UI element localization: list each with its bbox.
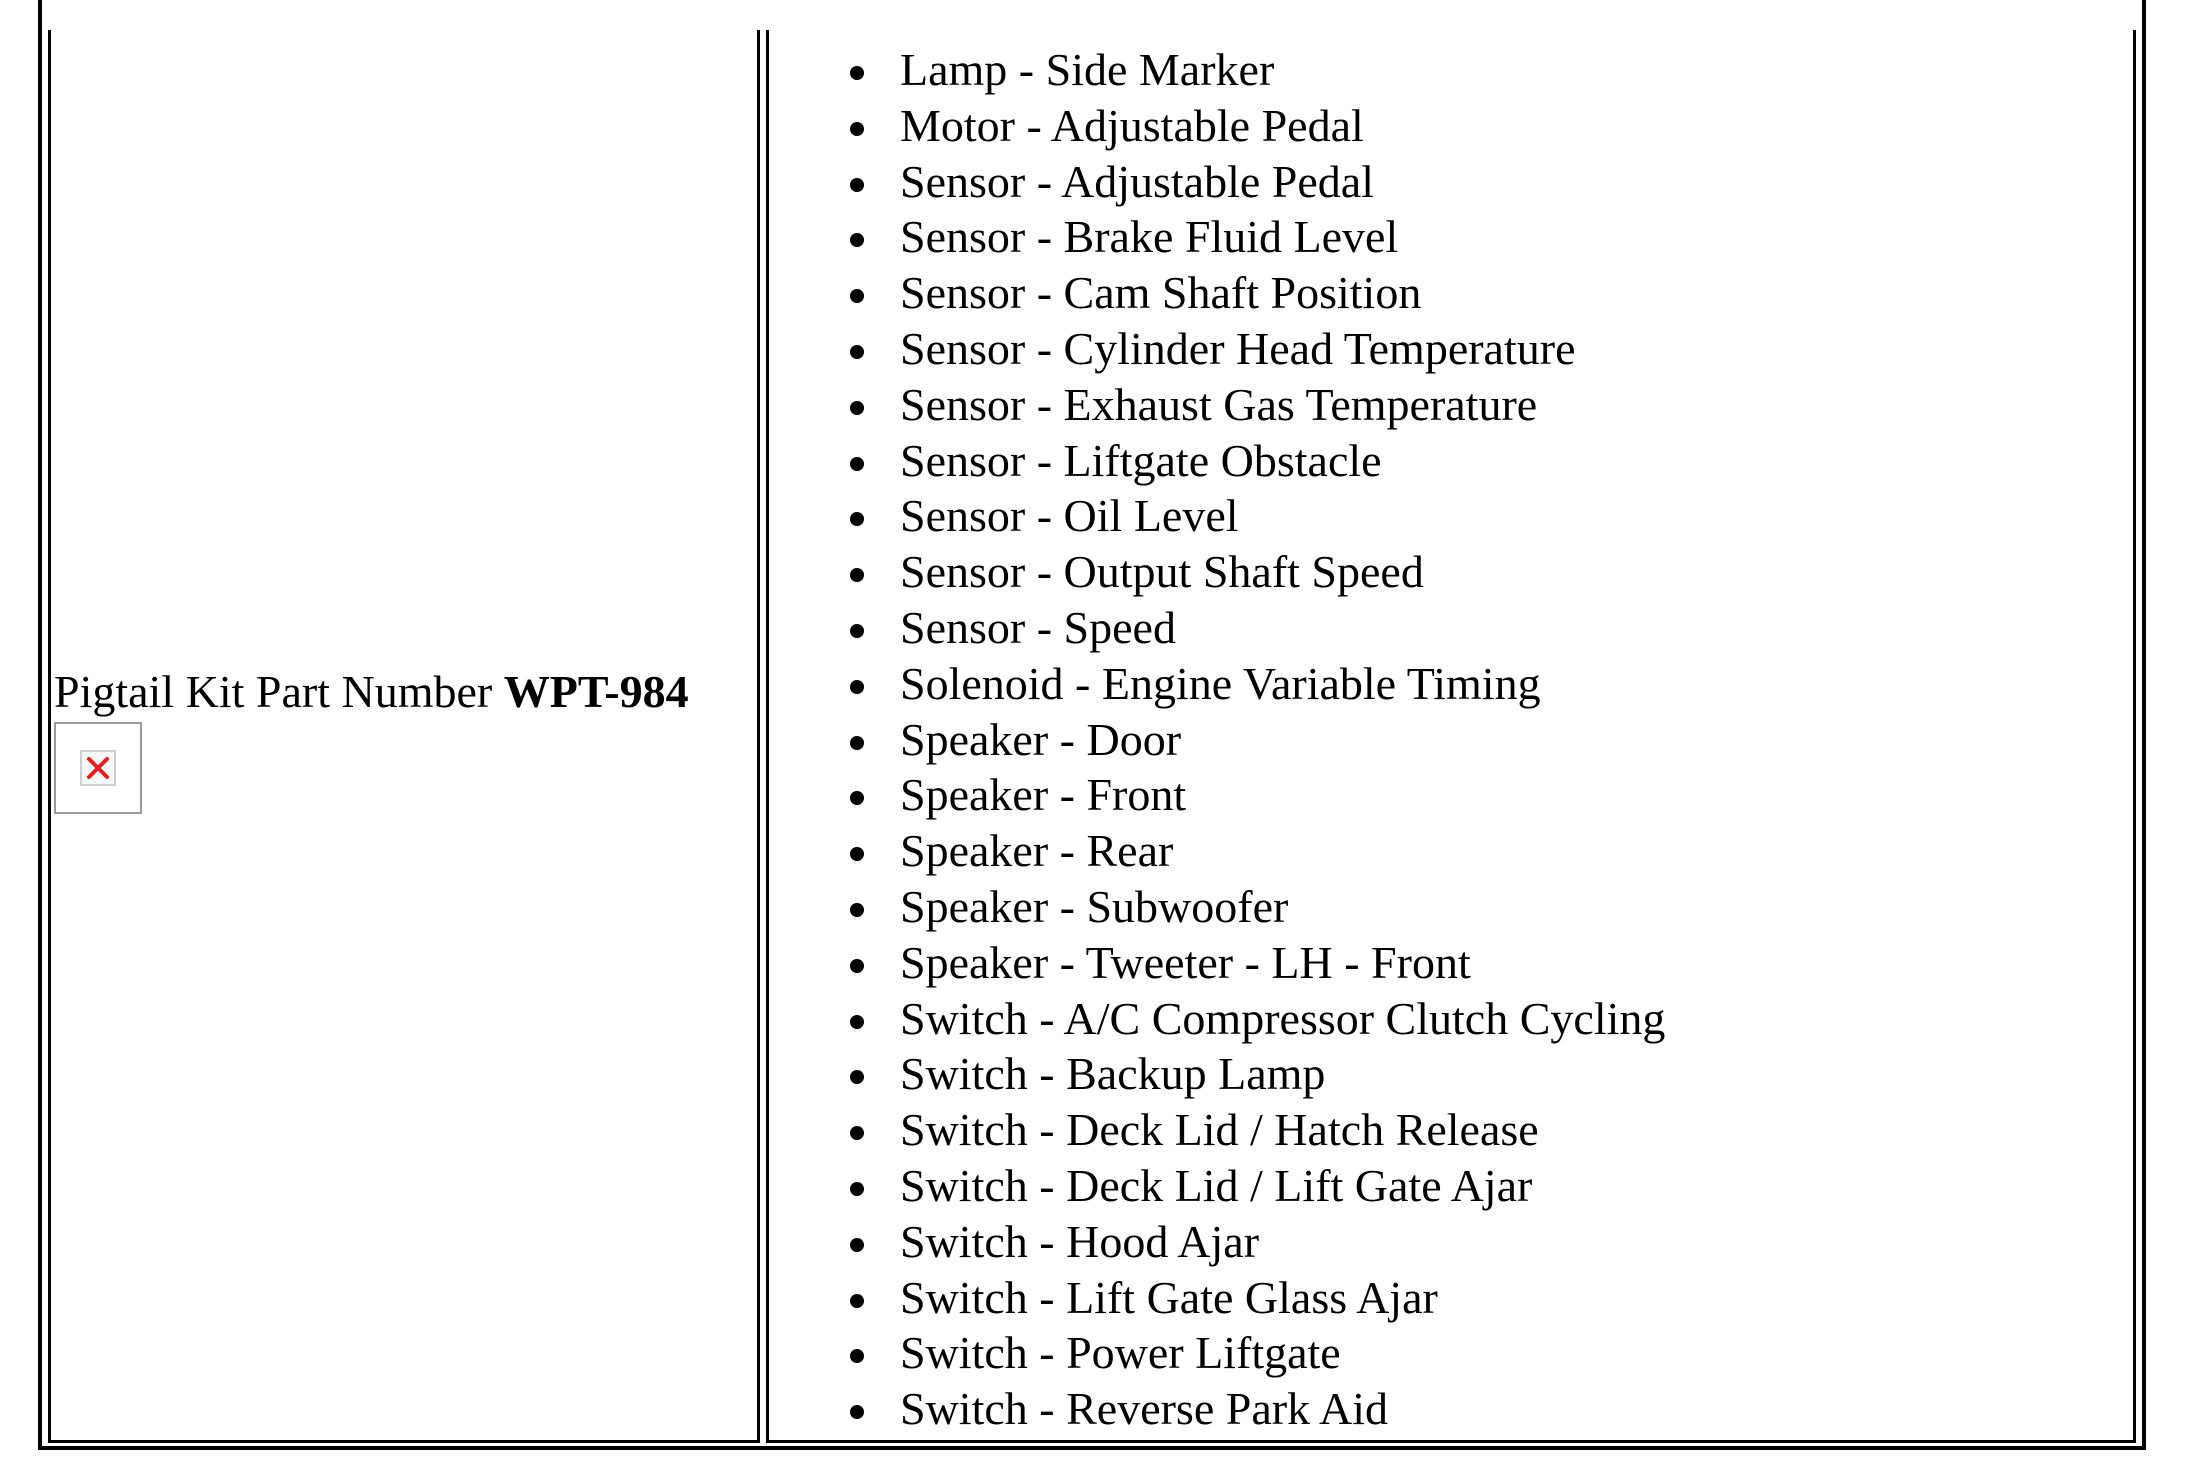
broken-image-icon bbox=[54, 722, 142, 814]
bullet-icon bbox=[850, 1070, 864, 1084]
list-item-label: Sensor - Cylinder Head Temperature bbox=[900, 322, 1576, 374]
red-x-icon bbox=[82, 752, 114, 784]
list-item-label: Sensor - Liftgate Obstacle bbox=[900, 434, 1382, 486]
bullet-icon bbox=[850, 1182, 864, 1196]
bullet-icon bbox=[850, 66, 864, 80]
list-item-label: Switch - Backup Lamp bbox=[900, 1048, 1326, 1100]
bullet-icon bbox=[850, 680, 864, 694]
bullet-icon bbox=[850, 401, 864, 415]
list-item bbox=[840, 879, 1665, 935]
bullet-icon bbox=[850, 512, 864, 526]
list-item-label: Lamp - Side Marker bbox=[900, 44, 1275, 95]
list-item bbox=[840, 209, 1665, 265]
list-item bbox=[840, 154, 1665, 210]
list-item bbox=[840, 321, 1665, 377]
pigtail-kit-label bbox=[54, 664, 689, 720]
list-item bbox=[840, 1214, 1665, 1270]
list-item-label: Sensor - Brake Fluid Level bbox=[900, 211, 1399, 263]
list-item-label: Speaker - Front bbox=[900, 769, 1187, 821]
list-item bbox=[840, 935, 1665, 991]
bullet-icon bbox=[850, 1015, 864, 1029]
list-item bbox=[840, 991, 1665, 1047]
bullet-icon bbox=[850, 1349, 864, 1363]
list-item bbox=[840, 823, 1665, 879]
list-item-label: Sensor - Cam Shaft Position bbox=[900, 267, 1422, 319]
bullet-icon bbox=[850, 233, 864, 247]
list-item bbox=[840, 656, 1665, 712]
list-item-label: Speaker - Rear bbox=[900, 825, 1174, 877]
bullet-icon bbox=[850, 903, 864, 917]
list-item-label: Sensor - Adjustable Pedal bbox=[900, 155, 1374, 207]
list-item-label: Sensor - Speed bbox=[900, 601, 1176, 653]
list-item bbox=[840, 600, 1665, 656]
list-item-label: Sensor - Exhaust Gas Temperature bbox=[900, 378, 1538, 430]
bullet-icon bbox=[850, 289, 864, 303]
bullet-icon bbox=[850, 457, 864, 471]
bullet-icon bbox=[850, 736, 864, 750]
list-item bbox=[840, 1270, 1665, 1326]
component-list bbox=[840, 42, 1665, 1437]
list-item bbox=[840, 712, 1665, 768]
list-item-label: Speaker - Subwoofer bbox=[900, 880, 1289, 932]
list-item-label: Speaker - Door bbox=[900, 713, 1182, 765]
list-item bbox=[840, 1102, 1665, 1158]
list-item-label: Switch - Deck Lid / Hatch Release bbox=[900, 1104, 1539, 1156]
bullet-icon bbox=[850, 1126, 864, 1140]
broken-image-placeholder bbox=[80, 750, 116, 786]
bullet-icon bbox=[850, 178, 864, 192]
list-item bbox=[840, 1325, 1665, 1381]
list-item-label: Switch - Power Liftgate bbox=[900, 1327, 1341, 1379]
kit-label-prefix: Pigtail Kit Part Number bbox=[54, 666, 504, 717]
list-item bbox=[840, 488, 1665, 544]
bullet-icon bbox=[850, 568, 864, 582]
list-item bbox=[840, 265, 1665, 321]
list-item bbox=[840, 42, 1665, 98]
list-item-label: Switch - Deck Lid / Lift Gate Ajar bbox=[900, 1159, 1533, 1211]
list-item-label: Sensor - Oil Level bbox=[900, 490, 1239, 542]
list-item-label: Switch - Reverse Park Aid bbox=[900, 1383, 1389, 1435]
bullet-icon bbox=[850, 1238, 864, 1252]
part-number: WPT-984 bbox=[503, 666, 689, 717]
list-item bbox=[840, 1046, 1665, 1102]
list-item bbox=[840, 1381, 1665, 1437]
bullet-icon bbox=[850, 1294, 864, 1308]
bullet-icon bbox=[850, 847, 864, 861]
list-item bbox=[840, 1158, 1665, 1214]
list-item-label: Switch - Lift Gate Glass Ajar bbox=[900, 1271, 1438, 1323]
bullet-icon bbox=[850, 345, 864, 359]
list-item bbox=[840, 767, 1665, 823]
list-item-label: Switch - A/C Compressor Clutch Cycling bbox=[900, 992, 1666, 1044]
list-item-label: Speaker - Tweeter - LH - Front bbox=[900, 936, 1471, 988]
bullet-icon bbox=[850, 1405, 864, 1419]
list-item-label: Sensor - Output Shaft Speed bbox=[900, 546, 1424, 598]
list-item bbox=[840, 433, 1665, 489]
bullet-icon bbox=[850, 791, 864, 805]
bullet-icon bbox=[850, 122, 864, 136]
list-item bbox=[840, 98, 1665, 154]
kit-cell bbox=[48, 30, 760, 1443]
bullet-icon bbox=[850, 959, 864, 973]
list-item-label: Switch - Hood Ajar bbox=[900, 1215, 1260, 1267]
list-item bbox=[840, 377, 1665, 433]
list-item bbox=[840, 544, 1665, 600]
bullet-icon bbox=[850, 624, 864, 638]
list-item-label: Solenoid - Engine Variable Timing bbox=[900, 657, 1541, 709]
list-item-label: Motor - Adjustable Pedal bbox=[900, 99, 1364, 151]
